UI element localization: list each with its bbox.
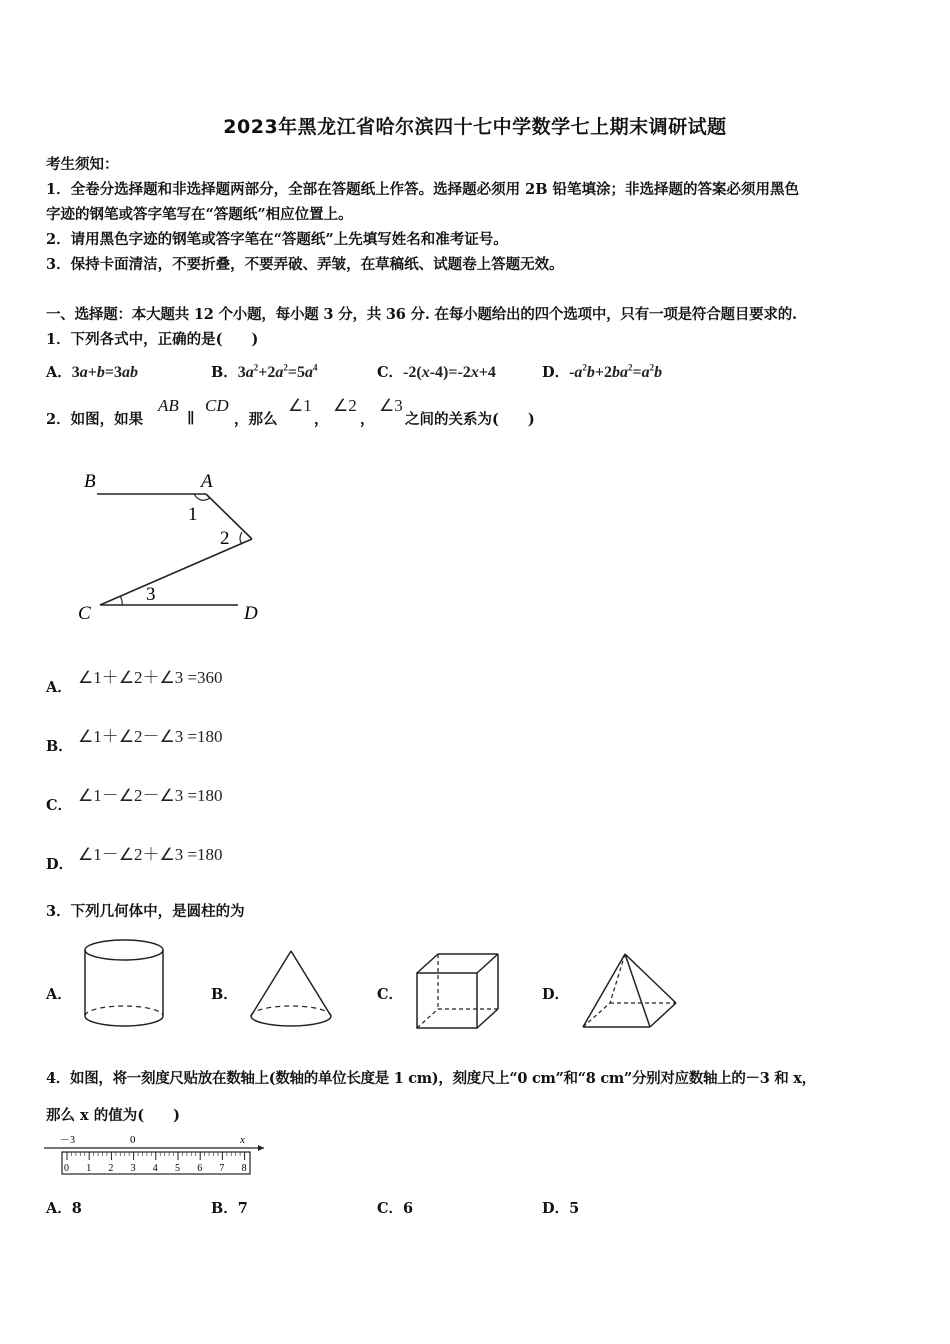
q2-option-d-expr: ∠1－∠2＋∠3 =180 bbox=[78, 845, 223, 864]
label-c: C bbox=[78, 603, 91, 624]
q2-option-c-expr: ∠1－∠2－∠3 =180 bbox=[78, 786, 223, 805]
q2-option-a-expr: ∠1＋∠2＋∠3 =360 bbox=[78, 668, 223, 687]
q4-option-b-label: B． bbox=[211, 1200, 238, 1217]
ruler-number-2: 2 bbox=[108, 1163, 114, 1174]
label-b: B bbox=[84, 471, 96, 492]
ruler-number-3: 3 bbox=[130, 1163, 136, 1174]
label-2: 2 bbox=[220, 528, 230, 549]
ruler-number-8: 8 bbox=[241, 1163, 247, 1174]
axis-arrow-icon bbox=[258, 1145, 264, 1151]
q4-stem-line2: 那么 x 的值为( ) bbox=[46, 1107, 180, 1124]
q2-ab: AB bbox=[158, 396, 179, 415]
q4-option-b-value: 7 bbox=[237, 1200, 248, 1217]
notice-item-3: 3．保持卡面清洁，不要折叠，不要弄破、弄皱，在草稿纸、试题卷上答题无效。 bbox=[46, 256, 564, 273]
q2-angle-1: ∠1 bbox=[288, 396, 312, 415]
q2-stem-post: 之间的关系为( ) bbox=[405, 411, 535, 428]
q4-stem-line1: 4．如图，将一刻度尺贴放在数轴上(数轴的单位长度是 1 cm)，刻度尺上“0 cm”和“8 cm”分别对应数轴上的－3 和 x， bbox=[46, 1070, 816, 1087]
q1-option-d-label: D． bbox=[542, 364, 570, 381]
notice-item-2: 2．请用黑色字迹的钢笔或答字笔在“答题纸”上先填写姓名和准考证号。 bbox=[46, 231, 508, 248]
q2-figure bbox=[70, 462, 280, 632]
q3-option-b-label: B． bbox=[211, 986, 238, 1003]
ruler-number-6: 6 bbox=[197, 1163, 203, 1174]
q1-option-b: B．$3a^2+2a^2=5a^4$ bbox=[211, 362, 318, 381]
q1-option-a: A．3a+b=3ab bbox=[46, 364, 139, 381]
section-heading: 一、选择题：本大题共 12 个小题，每小题 3 分，共 36 分. 在每小题给出的四个选项中，只有一项是符合题目要求的. bbox=[46, 306, 797, 323]
q2-option-c-label: C． bbox=[46, 797, 73, 814]
ruler-number-7: 7 bbox=[219, 1163, 225, 1174]
q4-option-d bbox=[542, 1197, 579, 1218]
q1-option-c-label: C． bbox=[377, 364, 404, 381]
q2-parallel: ∥ bbox=[187, 410, 195, 427]
q4-option-a-label: A． bbox=[46, 1200, 72, 1217]
page-title: 2023年黑龙江省哈尔滨四十七中学数学七上期末调研试题 bbox=[223, 116, 727, 138]
pyramid-icon bbox=[580, 951, 680, 1031]
q3-option-d-label: D． bbox=[542, 986, 570, 1003]
q2-option-a-label: A． bbox=[46, 679, 72, 696]
q2-angle-3: ∠3 bbox=[379, 396, 403, 415]
notice-item-1-cont: 字迹的钢笔或答字笔写在“答题纸”相应位置上。 bbox=[46, 206, 353, 223]
q2-option-b-label: B． bbox=[46, 738, 73, 755]
axis-label-neg3: －3 bbox=[60, 1135, 75, 1146]
q3-option-c-label: C． bbox=[377, 986, 404, 1003]
q4-option-c-label: C． bbox=[377, 1200, 404, 1217]
q1-option-b-label: B． bbox=[211, 364, 238, 381]
q2-cd: CD bbox=[205, 396, 229, 415]
ruler-number-0: 0 bbox=[64, 1163, 69, 1174]
q2-option-b-expr: ∠1＋∠2－∠3 =180 bbox=[78, 727, 223, 746]
axis-label-x: x bbox=[240, 1134, 245, 1146]
q2-stem-mid: ，那么 bbox=[234, 411, 278, 428]
angle-arc-2 bbox=[240, 532, 242, 544]
q4-option-c bbox=[377, 1197, 413, 1218]
label-1: 1 bbox=[188, 504, 198, 525]
ruler-number-4: 4 bbox=[152, 1163, 158, 1174]
label-a: A bbox=[201, 471, 213, 492]
q2-angle-2: ∠2 bbox=[333, 396, 357, 415]
q4-option-d-label: D． bbox=[542, 1200, 570, 1217]
q3-stem: 3．下列几何体中，是圆柱的为 bbox=[46, 903, 245, 920]
cone-icon bbox=[248, 948, 334, 1030]
axis-label-zero: 0 bbox=[130, 1134, 136, 1146]
notice-heading: 考生须知： bbox=[46, 156, 119, 173]
q2-comma-1: ， bbox=[314, 411, 329, 428]
cylinder-icon bbox=[82, 938, 166, 1030]
q4-option-b bbox=[211, 1197, 248, 1218]
q4-option-d-value: 5 bbox=[569, 1200, 580, 1217]
angle-arc-3 bbox=[120, 596, 122, 605]
q2-option-d-label: D． bbox=[46, 856, 74, 873]
q4-option-a-value: 8 bbox=[71, 1200, 82, 1217]
q1-option-d: D．$-a^2b+2ba^2=a^2b$ bbox=[542, 362, 663, 381]
ruler-number-5: 5 bbox=[175, 1163, 180, 1174]
ruler-ticks bbox=[64, 1152, 247, 1174]
label-d: D bbox=[244, 603, 258, 624]
cube-icon bbox=[414, 951, 502, 1031]
q3-option-a-label: A． bbox=[46, 986, 72, 1003]
ruler-figure bbox=[44, 1132, 266, 1178]
q4-option-c-value: 6 bbox=[403, 1200, 414, 1217]
q1-stem: 1．下列各式中，正确的是( ) bbox=[46, 331, 259, 348]
q1-option-c: C．-2(x-4)=-2x+4 bbox=[377, 364, 496, 381]
label-3: 3 bbox=[146, 584, 156, 605]
q2-comma-2: ， bbox=[360, 411, 375, 428]
q1-option-a-label: A． bbox=[46, 364, 72, 381]
notice-item-1: 1．全卷分选择题和非选择题两部分，全部在答题纸上作答。选择题必须用 2B 铅笔填涂；非选择题的答案必须用黑色 bbox=[46, 181, 800, 198]
q2-stem-pre: 2．如图，如果 bbox=[46, 411, 144, 428]
q4-option-a bbox=[46, 1197, 82, 1218]
ruler-number-1: 1 bbox=[86, 1163, 92, 1174]
